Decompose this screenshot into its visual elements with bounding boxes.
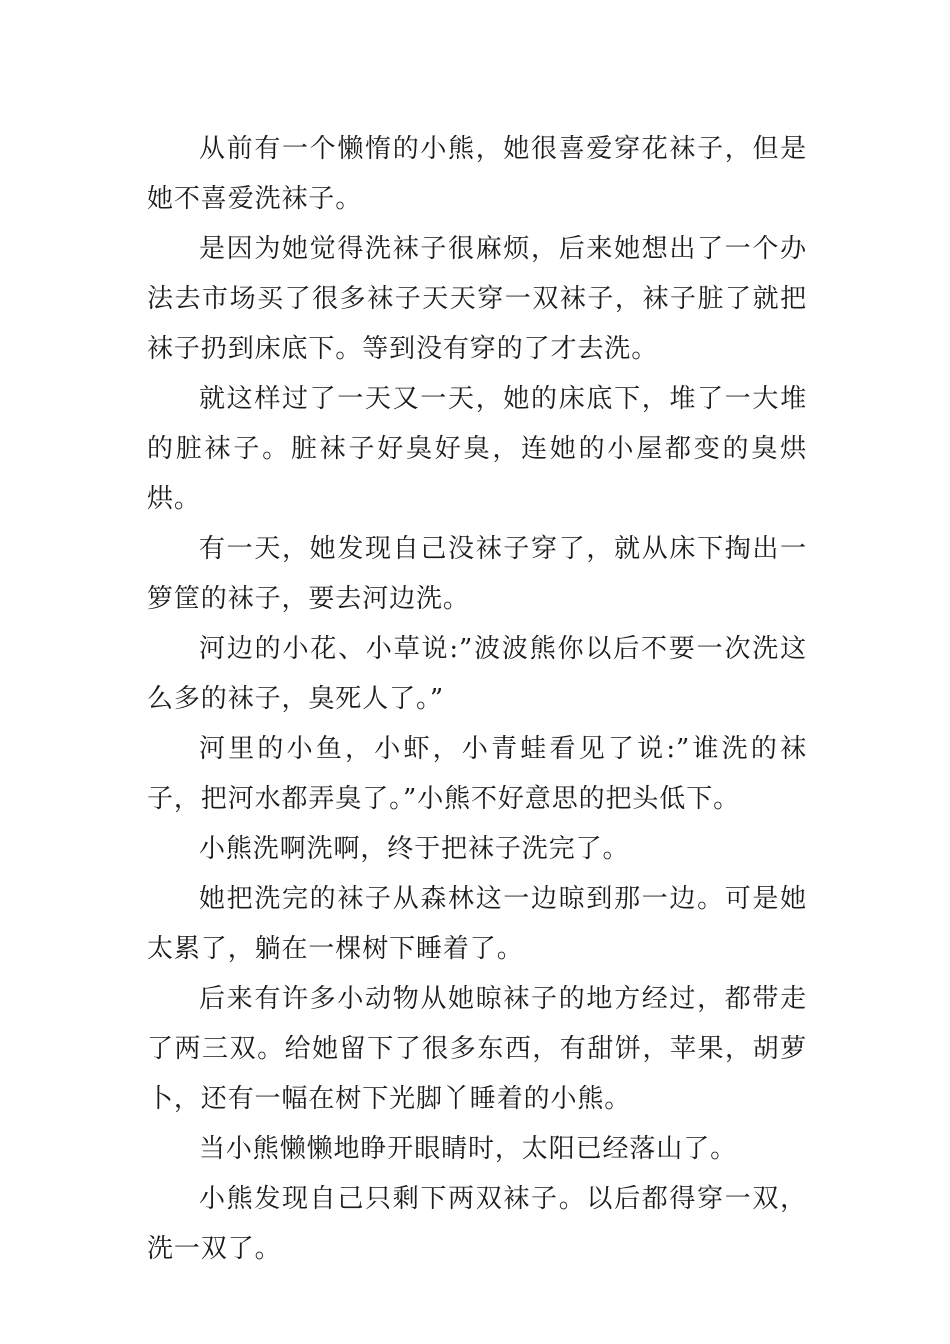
paragraph-11: 小熊发现自己只剩下两双袜子。以后都得穿一双，洗一双了。 <box>147 1184 807 1264</box>
paragraph-1: 从前有一个懒惰的小熊，她很喜爱穿花袜子，但是她不喜爱洗袜子。 <box>147 134 807 214</box>
paragraph-4: 有一天，她发现自己没袜子穿了，就从床下掏出一箩筐的袜子，要去河边洗。 <box>147 534 807 614</box>
paragraph-6: 河里的小鱼，小虾，小青蛙看见了说:”谁洗的袜子，把河水都弄臭了。”小熊不好意思的把头低下。 <box>147 734 807 814</box>
story-text <box>147 124 807 1274</box>
paragraph-8: 她把洗完的袜子从森林这一边晾到那一边。可是她太累了，躺在一棵树下睡着了。 <box>147 884 807 964</box>
paragraph-9: 后来有许多小动物从她晾袜子的地方经过，都带走了两三双。给她留下了很多东西，有甜饼，苹果，胡萝卜，还有一幅在树下光脚丫睡着的小熊。 <box>147 984 807 1114</box>
paragraph-10: 当小熊懒懒地睁开眼睛时，太阳已经落山了。 <box>199 1134 738 1164</box>
paragraph-2: 是因为她觉得洗袜子很麻烦，后来她想出了一个办法去市场买了很多袜子天天穿一双袜子，袜子脏了就把袜子扔到床底下。等到没有穿的了才去洗。 <box>147 234 807 364</box>
paragraph-5: 河边的小花、小草说:”波波熊你以后不要一次洗这么多的袜子，臭死人了。” <box>147 634 807 714</box>
paragraph-7: 小熊洗啊洗啊，终于把袜子洗完了。 <box>199 834 630 864</box>
paragraph-3: 就这样过了一天又一天，她的床底下，堆了一大堆的脏袜子。脏袜子好臭好臭，连她的小屋都变的臭烘烘。 <box>147 384 807 514</box>
